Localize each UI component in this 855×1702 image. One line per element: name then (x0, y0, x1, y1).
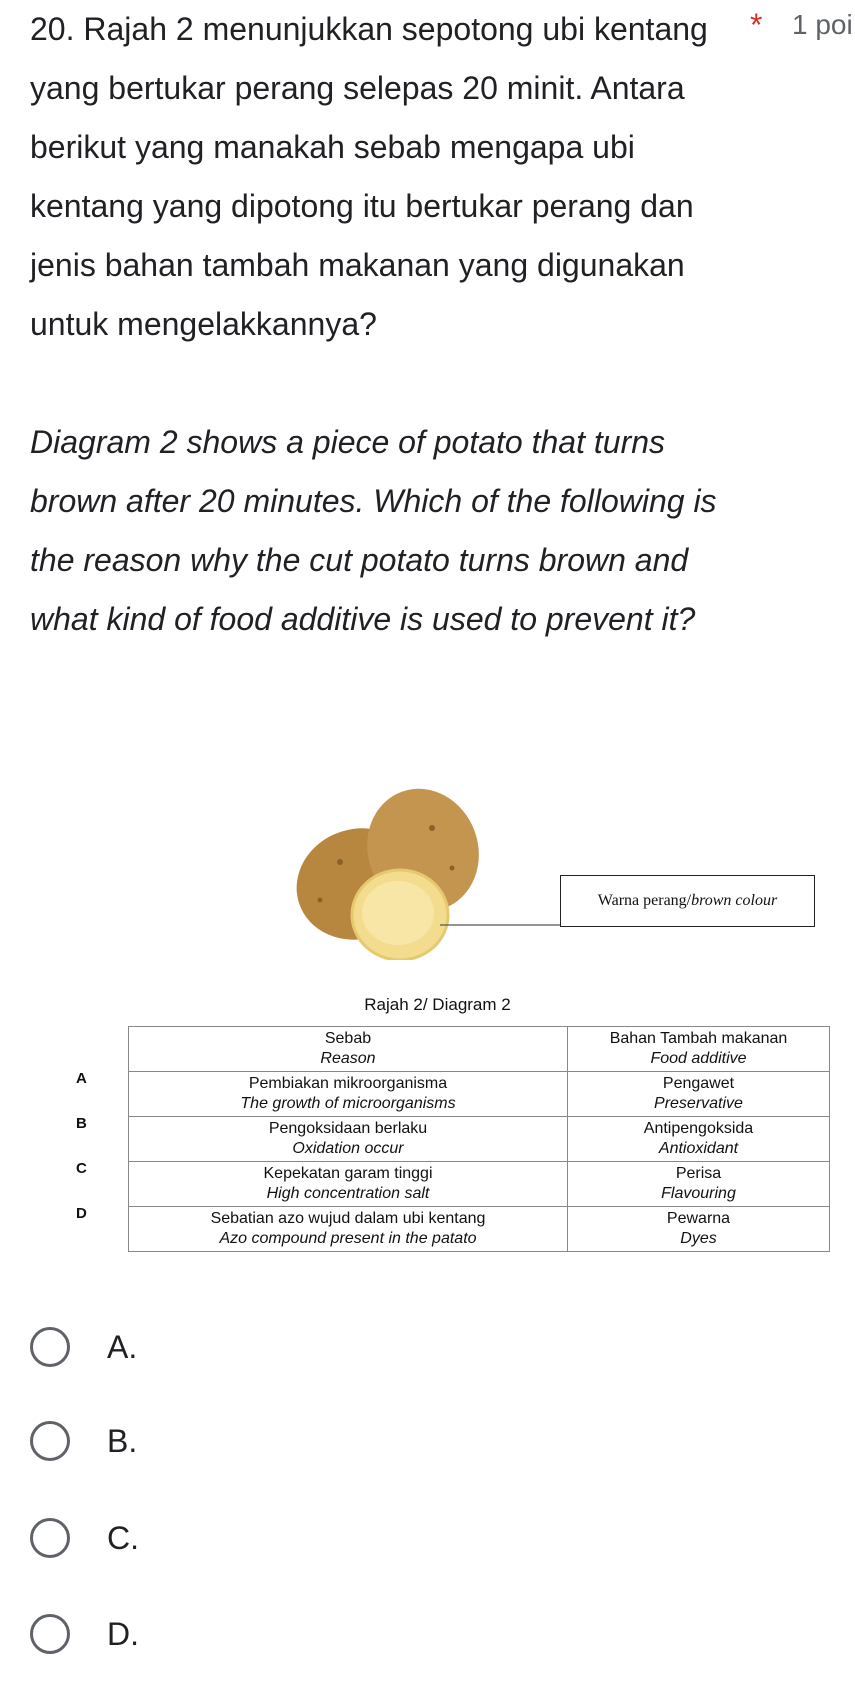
additive-ms: Pengawet (662, 1075, 735, 1092)
radio-circle-icon[interactable] (30, 1421, 70, 1461)
option-a[interactable] (30, 1327, 137, 1367)
answer-table (128, 1026, 830, 1252)
reason-ms: Pengoksidaan berlaku (268, 1120, 428, 1137)
callout-box (560, 875, 815, 927)
callout-text-en: brown colour (691, 892, 778, 909)
table-header-row (129, 1027, 830, 1072)
row-letter: A (76, 1070, 87, 1087)
potato-diagram (280, 780, 840, 960)
additive-ms: Antipengoksida (643, 1120, 754, 1137)
option-c[interactable] (30, 1518, 139, 1558)
row-letter: D (76, 1205, 87, 1222)
row-letter: C (76, 1160, 87, 1177)
reason-en: The growth of microorganisms (240, 1095, 456, 1112)
reason-en: Azo compound present in the patato (219, 1230, 477, 1247)
radio-circle-icon[interactable] (30, 1327, 70, 1367)
required-asterisk: * (750, 7, 763, 43)
question-text-malay (30, 0, 750, 354)
question-text-english: Diagram 2 shows a piece of potato that turns brown after 20 minutes. Which of the following is the reason why the cut potato turns brown and what kind of food additive is used to prevent it? (30, 424, 717, 637)
question-number: 20. (30, 11, 75, 47)
table-row (129, 1072, 830, 1117)
reason-en: High concentration salt (266, 1185, 430, 1202)
callout-text-ms: Warna perang/ (597, 892, 692, 909)
points-label: 1 poi (792, 9, 853, 40)
additive-en: Dyes (680, 1230, 717, 1247)
reason-en: Oxidation occur (292, 1140, 404, 1157)
diagram-caption: Rajah 2/ Diagram 2 (364, 995, 511, 1014)
reason-ms: Sebatian azo wujud dalam ubi kentang (210, 1210, 486, 1227)
additive-en: Flavouring (661, 1185, 736, 1202)
option-label[interactable]: A. (107, 1328, 138, 1365)
option-d[interactable] (30, 1614, 139, 1654)
potato-flesh (362, 881, 434, 945)
header-reason-en: Reason (320, 1050, 376, 1067)
header-additive-ms: Bahan Tambah makanan (609, 1030, 788, 1047)
reason-ms: Pembiakan mikroorganisma (248, 1075, 448, 1092)
table-row (129, 1207, 830, 1252)
reason-ms: Kepekatan garam tinggi (263, 1165, 433, 1182)
header-reason-ms: Sebab (324, 1030, 372, 1047)
additive-ms: Perisa (675, 1165, 722, 1182)
row-letter: B (76, 1115, 87, 1132)
option-label[interactable]: C. (107, 1519, 139, 1556)
option-b[interactable] (30, 1421, 137, 1461)
radio-circle-icon[interactable] (30, 1518, 70, 1558)
row-letters (76, 1070, 87, 1250)
table-row (129, 1162, 830, 1207)
radio-circle-icon[interactable] (30, 1614, 70, 1654)
table-row (129, 1117, 830, 1162)
additive-en: Antioxidant (658, 1140, 739, 1157)
additive-en: Preservative (654, 1095, 743, 1112)
option-label[interactable]: D. (107, 1615, 139, 1652)
header-additive-en: Food additive (650, 1050, 747, 1067)
option-label[interactable]: B. (107, 1422, 138, 1459)
additive-ms: Pewarna (666, 1210, 731, 1227)
potato-image (280, 780, 840, 960)
question-text-ms: Rajah 2 menunjukkan sepotong ubi kentang yang bertukar perang selepas 20 minit. Antara berikut yang manakah sebab mengapa ubi kentang yang dipotong itu bertukar perang dan jenis bahan tambah makanan yang digunakan untuk mengelakkannya? (30, 11, 708, 342)
